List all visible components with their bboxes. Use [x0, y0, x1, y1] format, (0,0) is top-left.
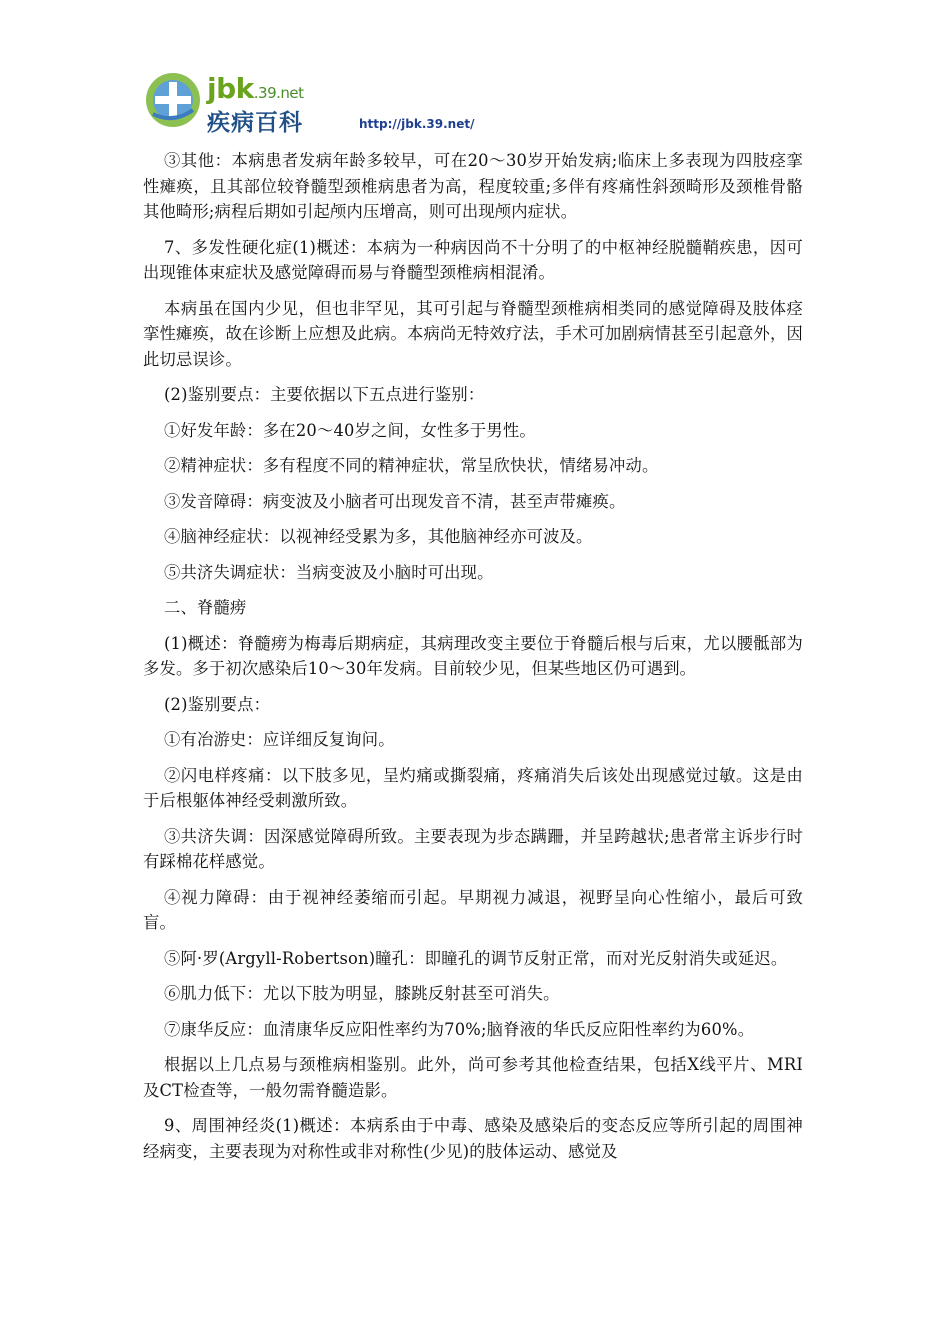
paragraph: 9、周围神经炎(1)概述：本病系由于中毒、感染及感染后的变态反应等所引起的周围神经病变，主要表现为对称性或非对称性(少见)的肢体运动、感觉及: [143, 1116, 803, 1161]
paragraph: ⑥肌力低下：尤以下肢为明显，膝跳反射甚至可消失。: [164, 984, 560, 1003]
paragraph: (1)概述：脊髓痨为梅毒后期病症，其病理改变主要位于脊髓后根与后束，尤以腰骶部为多发。多于初次感染后10～30年发病。目前较少见，但某些地区仍可遇到。: [143, 633, 803, 678]
paragraph: ④视力障碍：由于视神经萎缩而引起。早期视力减退，视野呈向心性缩小，最后可致盲。: [143, 887, 803, 932]
site-url-link[interactable]: http://jbk.39.net/: [359, 117, 475, 131]
paragraph: ①有冶游史：应详细反复询问。: [164, 730, 395, 749]
logo-text: jbk.39.net: [207, 72, 304, 105]
paragraph: (2)鉴别要点：: [164, 694, 271, 714]
paragraph: ⑤阿·罗(Argyll-Robertson)瞳孔：即瞳孔的调节反射正常，而对光反射消失或延迟。: [164, 948, 788, 968]
paragraph: ③其他：本病患者发病年龄多较早，可在20～30岁开始发病;临床上多表现为四肢痉挛性瘫痪，且其部位较脊髓型颈椎病患者为高，程度较重;多伴有疼痛性斜颈畸形及颈椎骨骼其他畸形;病程后期如引起颅内压增高，则可出现颅内症状。: [143, 151, 803, 221]
paragraph: ③共济失调：因深感觉障碍所致。主要表现为步态蹒跚，并呈跨越状;患者常主诉步行时有踩棉花样感觉。: [143, 826, 803, 871]
paragraph: (2)鉴别要点：主要依据以下五点进行鉴别：: [164, 385, 485, 404]
paragraph: 本病虽在国内少见，但也非罕见，其可引起与脊髓型颈椎病相类同的感觉障碍及肢体痉挛性瘫痪，故在诊断上应想及此病。本病尚无特效疗法，手术可加剧病情甚至引起意外，因此切忌误诊。: [143, 298, 803, 369]
article-body: [143, 148, 803, 1174]
paragraph: 7、多发性硬化症(1)概述：本病为一种病因尚不十分明了的中枢神经脱髓鞘疾患，因可出现锥体束症状及感觉障碍而易与脊髓型颈椎病相混淆。: [143, 237, 803, 282]
logo-chinese-text: 疾病百科: [207, 110, 303, 136]
medical-cross-logo-icon: [143, 70, 203, 130]
paragraph: ②精神症状：多有程度不同的精神症状，常呈欣快状，情绪易冲动。: [164, 456, 659, 475]
paragraph: ⑤共济失调症状：当病变波及小脑时可出现。: [164, 562, 494, 582]
paragraph: ④脑神经症状：以视神经受累为多，其他脑神经亦可波及。: [164, 527, 593, 546]
paragraph: ⑦康华反应：血清康华反应阳性率约为70%;脑脊液的华氏反应阳性率约为60%。: [164, 1019, 755, 1039]
section-heading: 二、脊髓痨: [164, 598, 247, 617]
paragraph: 根据以上几点易与颈椎病相鉴别。此外，尚可参考其他检查结果，包括X线平片、MRI及CT检查等，一般勿需脊髓造影。: [143, 1055, 803, 1100]
paragraph: ②闪电样疼痛：以下肢多见，呈灼痛或撕裂痛，疼痛消失后该处出现感觉过敏。这是由于后根躯体神经受刺激所致。: [143, 765, 803, 810]
paragraph: ③发音障碍：病变波及小脑者可出现发音不清，甚至声带瘫痪。: [164, 491, 626, 511]
paragraph: ①好发年龄：多在20～40岁之间，女性多于男性。: [164, 420, 536, 440]
